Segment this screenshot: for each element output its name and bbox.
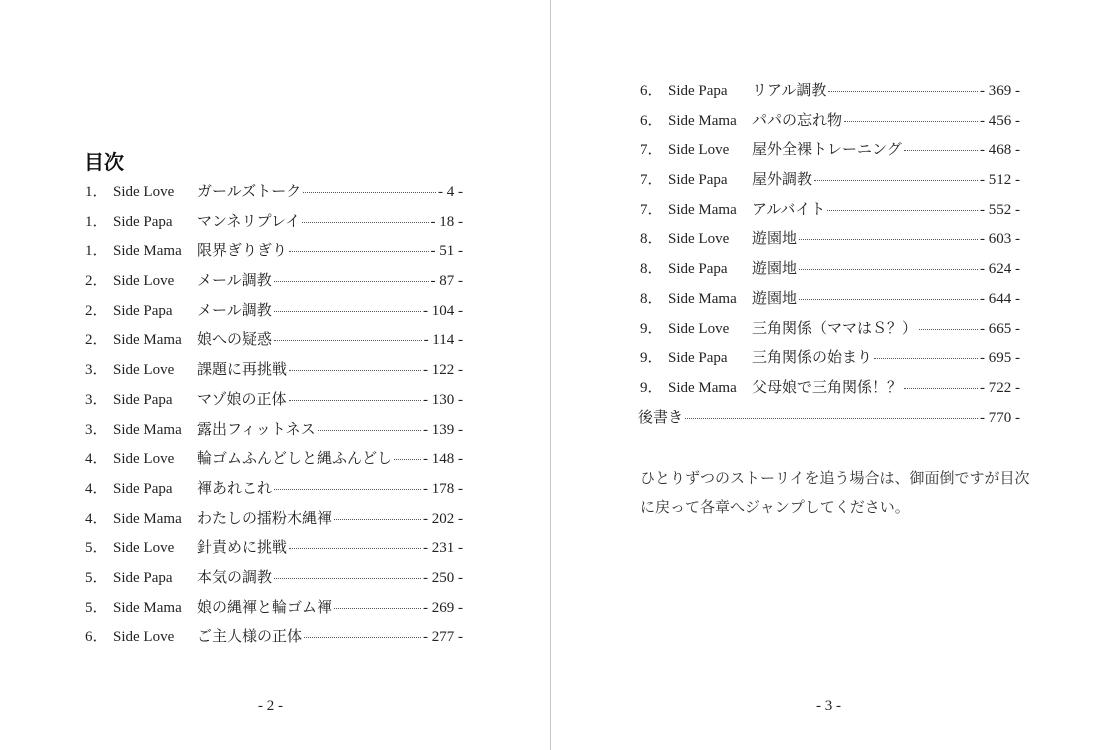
entry-page: - 114 -	[423, 332, 463, 349]
chapter-number: 1．	[85, 243, 108, 260]
entry-page: - 456 -	[980, 112, 1020, 129]
chapter-title: 屋外調教	[752, 172, 813, 189]
chapter-title: 輪ゴムふんどしと縄ふんどし	[197, 451, 393, 468]
entry-page: - 231 -	[423, 540, 463, 557]
entry-page: - 665 -	[980, 320, 1020, 337]
chapter-number: 3．	[85, 391, 108, 408]
chapter-number: 9．	[640, 320, 663, 337]
afterword-title: 後書き	[638, 409, 684, 426]
side-label: Side Papa	[113, 569, 173, 586]
entry-page: - 722 -	[980, 379, 1020, 396]
side-label: Side Love	[113, 273, 175, 290]
entry-page: - 139 -	[423, 421, 463, 438]
page-number: - 2 -	[258, 698, 283, 714]
chapter-number: 5．	[85, 569, 108, 586]
entry-page: - 512 -	[980, 172, 1020, 189]
side-label: Side Papa	[113, 213, 173, 230]
side-label: Side Mama	[113, 510, 182, 527]
side-label: Side Mama	[113, 599, 182, 616]
chapter-title: 三角関係（ママはＳ？）	[752, 320, 918, 337]
chapter-number: 2．	[85, 302, 108, 319]
chapter-title: 針責めに挑戦	[197, 540, 288, 557]
side-label: Side Papa	[668, 261, 728, 278]
toc-entry[interactable]	[85, 269, 463, 299]
side-label: Side Mama	[113, 332, 182, 349]
dot-leader	[799, 269, 978, 270]
side-label: Side Mama	[668, 112, 737, 129]
dot-leader	[334, 519, 421, 520]
side-label: Side Papa	[668, 350, 728, 367]
dot-leader	[274, 340, 422, 341]
chapter-title: わたしの擂粉木縄褌	[197, 510, 333, 527]
toc-list	[85, 180, 463, 655]
toc-entry[interactable]	[85, 447, 463, 477]
dot-leader	[302, 222, 428, 223]
page-number: - 3 -	[816, 698, 841, 714]
chapter-title: 課題に再挑戦	[197, 362, 288, 379]
toc-entry[interactable]	[640, 109, 1020, 139]
side-label: Side Mama	[668, 379, 737, 396]
entry-page: - 51 -	[430, 243, 463, 260]
entry-page: - 277 -	[423, 629, 463, 646]
toc-entry[interactable]	[640, 317, 1020, 347]
toc-entry[interactable]	[85, 388, 463, 418]
entry-page: - 269 -	[423, 599, 463, 616]
toc-entry[interactable]	[85, 328, 463, 358]
dot-leader	[289, 548, 421, 549]
chapter-number: 8．	[640, 290, 663, 307]
chapter-number: 9．	[640, 379, 663, 396]
toc-entry[interactable]	[85, 507, 463, 537]
chapter-title: 娘への疑惑	[197, 332, 273, 349]
entry-page: - 695 -	[980, 350, 1020, 367]
toc-entry[interactable]	[85, 239, 463, 269]
chapter-title: アルバイト	[752, 201, 826, 218]
chapter-title: 屋外全裸トレーニング	[752, 142, 902, 159]
chapter-title: ガールズトーク	[197, 184, 302, 200]
chapter-number: 3．	[85, 421, 108, 438]
dot-leader	[289, 370, 421, 371]
side-label: Side Mama	[668, 201, 737, 218]
chapter-title: リアル調教	[752, 83, 827, 99]
chapter-title: メール調教	[197, 302, 272, 319]
chapter-title: マンネリプレイ	[197, 213, 301, 230]
toc-entry[interactable]	[640, 79, 1020, 109]
navigation-note: ひとりずつのストーリイを追う場合は、御面倒ですが目次に戻って各章へジャンプしてください。	[640, 471, 1030, 516]
entry-page: - 148 -	[423, 451, 463, 468]
toc-entry[interactable]	[85, 536, 463, 566]
entry-page: - 603 -	[980, 231, 1020, 248]
chapter-number: 4．	[85, 480, 108, 497]
chapter-number: 2．	[85, 332, 108, 349]
chapter-number: 2．	[85, 273, 108, 290]
side-label: Side Love	[113, 451, 175, 468]
chapter-number: 4．	[85, 451, 108, 468]
toc-entry[interactable]	[640, 198, 1020, 228]
side-label: Side Papa	[113, 480, 173, 497]
chapter-number: 9．	[640, 350, 663, 367]
toc-entry[interactable]	[640, 376, 1020, 406]
dot-leader	[274, 281, 429, 282]
side-label: Side Love	[113, 540, 175, 557]
chapter-title: 遊園地	[752, 231, 798, 248]
chapter-number: 1．	[85, 184, 108, 200]
toc-entry[interactable]	[640, 168, 1020, 198]
toc-heading: 目次	[84, 150, 124, 174]
toc-entry[interactable]	[640, 257, 1020, 287]
chapter-number: 7．	[640, 172, 663, 189]
toc-entry[interactable]	[85, 625, 463, 655]
toc-entry[interactable]	[85, 418, 463, 448]
dot-leader	[334, 608, 421, 609]
chapter-title: ご主人様の正体	[197, 629, 303, 646]
dot-leader	[827, 210, 978, 211]
chapter-title: 限界ぎりぎり	[197, 243, 288, 260]
toc-entry[interactable]	[85, 299, 463, 329]
side-label: Side Love	[668, 231, 730, 248]
side-label: Side Mama	[668, 290, 737, 307]
dot-leader	[274, 578, 421, 579]
dot-leader	[394, 459, 421, 460]
chapter-number: 7．	[640, 201, 663, 218]
dot-leader	[274, 311, 421, 312]
chapter-number: 5．	[85, 540, 108, 557]
entry-page: - 4 -	[438, 184, 463, 200]
chapter-title: 遊園地	[752, 290, 798, 307]
entry-page: - 202 -	[423, 510, 463, 527]
dot-leader	[919, 329, 978, 330]
dot-leader	[799, 299, 978, 300]
chapter-number: 6．	[640, 83, 663, 99]
chapter-number: 8．	[640, 261, 663, 278]
entry-page: - 178 -	[423, 480, 463, 497]
toc-entry[interactable]	[85, 180, 463, 210]
dot-leader	[318, 430, 421, 431]
entry-page: - 644 -	[980, 290, 1020, 307]
chapter-number: 3．	[85, 362, 108, 379]
dot-leader	[844, 121, 978, 122]
dot-leader	[904, 388, 978, 389]
chapter-title: 本気の調教	[197, 569, 273, 586]
toc-list	[640, 79, 1020, 435]
toc-entry[interactable]	[85, 358, 463, 388]
entry-page: - 369 -	[980, 83, 1020, 99]
page-divider	[550, 0, 551, 750]
chapter-number: 4．	[85, 510, 108, 527]
side-label: Side Love	[113, 184, 175, 200]
chapter-number: 1．	[85, 213, 108, 230]
chapter-number: 7．	[640, 142, 663, 159]
dot-leader	[289, 400, 421, 401]
toc-entry[interactable]	[85, 210, 463, 240]
dot-leader	[799, 239, 978, 240]
toc-entry[interactable]	[85, 596, 463, 626]
chapter-number: 5．	[85, 599, 108, 616]
right-page	[552, 0, 1100, 750]
side-label: Side Mama	[113, 421, 182, 438]
chapter-title: パパの忘れ物	[752, 112, 843, 129]
dot-leader	[904, 150, 978, 151]
toc-entry[interactable]	[85, 477, 463, 507]
entry-page: - 130 -	[423, 391, 463, 408]
toc-entry[interactable]	[85, 566, 463, 596]
chapter-title: 遊園地	[752, 261, 798, 278]
side-label: Side Papa	[113, 391, 173, 408]
entry-page: - 770 -	[980, 409, 1020, 426]
entry-page: - 104 -	[423, 302, 463, 319]
entry-page: - 250 -	[423, 569, 463, 586]
dot-leader	[303, 192, 436, 193]
toc-entry-afterword[interactable]	[638, 406, 1020, 436]
dot-leader	[289, 251, 428, 252]
chapter-title: 露出フィットネス	[197, 421, 316, 438]
entry-page: - 18 -	[430, 213, 463, 230]
entry-page: - 468 -	[980, 142, 1020, 159]
side-label: Side Papa	[113, 302, 173, 319]
chapter-title: メール調教	[197, 273, 272, 290]
dot-leader	[685, 418, 978, 419]
side-label: Side Love	[113, 362, 175, 379]
dot-leader	[874, 358, 978, 359]
side-label: Side Papa	[668, 83, 728, 99]
entry-page: - 624 -	[980, 261, 1020, 278]
chapter-number: 8．	[640, 231, 663, 248]
toc-entry[interactable]	[640, 346, 1020, 376]
chapter-title: マゾ娘の正体	[197, 391, 287, 408]
chapter-number: 6．	[640, 112, 663, 129]
side-label: Side Love	[113, 629, 175, 646]
dot-leader	[304, 637, 421, 638]
side-label: Side Love	[668, 142, 730, 159]
entry-page: - 552 -	[980, 201, 1020, 218]
dot-leader	[828, 91, 978, 92]
entry-page: - 87 -	[430, 273, 463, 290]
chapter-title: 褌あれこれ	[197, 480, 273, 497]
dot-leader	[814, 180, 978, 181]
chapter-title: 娘の縄褌と輪ゴム褌	[197, 599, 333, 616]
toc-entry[interactable]	[640, 227, 1020, 257]
chapter-title: 三角関係の始まり	[752, 350, 873, 367]
toc-entry[interactable]	[640, 138, 1020, 168]
chapter-title: 父母娘で三角関係！？	[752, 379, 903, 396]
toc-entry[interactable]	[640, 287, 1020, 317]
chapter-number: 6．	[85, 629, 108, 646]
entry-page: - 122 -	[423, 362, 463, 379]
dot-leader	[274, 489, 421, 490]
side-label: Side Love	[668, 320, 730, 337]
side-label: Side Mama	[113, 243, 182, 260]
side-label: Side Papa	[668, 172, 728, 189]
